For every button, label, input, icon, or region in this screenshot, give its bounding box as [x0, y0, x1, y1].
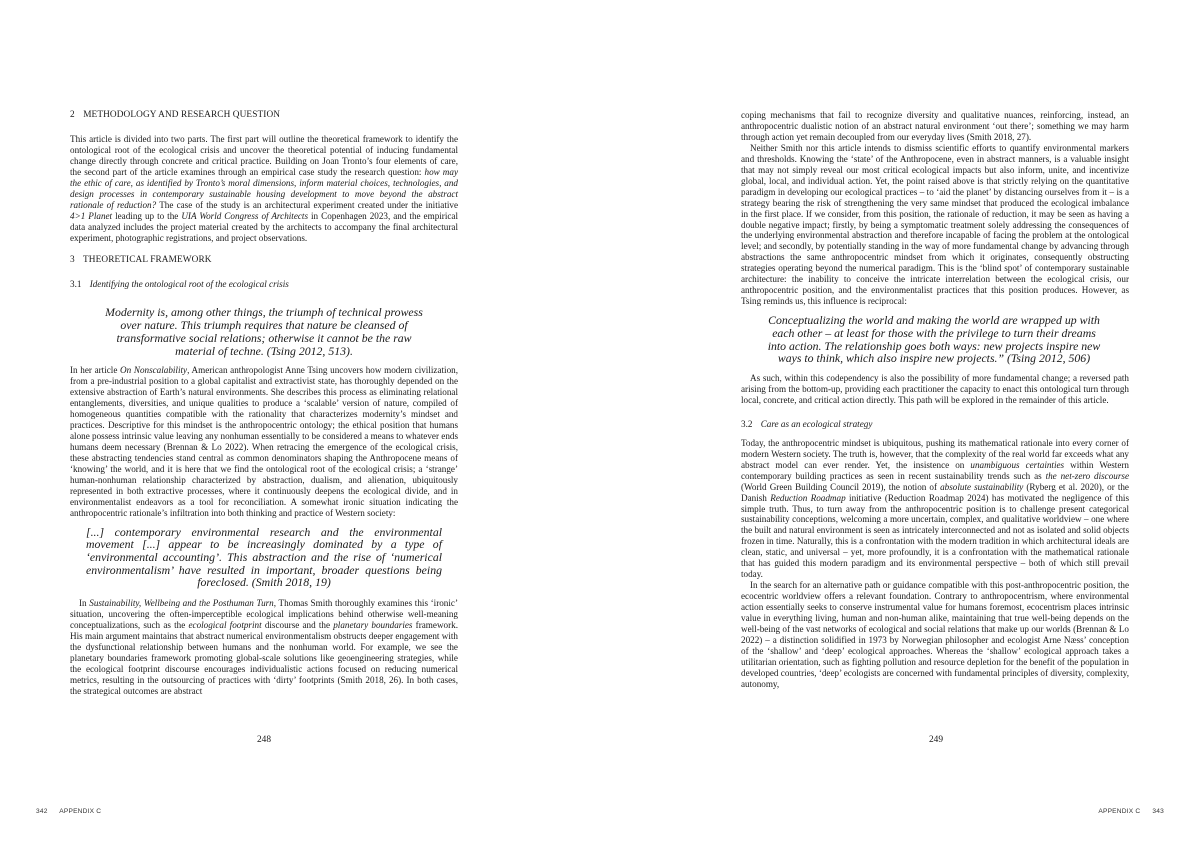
term-ecological-footprint: ecological footprint [188, 619, 262, 630]
footer-right [1098, 808, 1164, 815]
footer-label: APPENDIX C [1098, 808, 1141, 815]
footer-left [36, 808, 101, 815]
section-heading-2 [70, 110, 458, 121]
research-question: how may the ethic of care, as identified by Tronto’s moral dimensions, inform material choices, technologies, and design processes in contemporary sustainable housing development to move beyond the abstract rationale of reduction? [70, 166, 458, 210]
section-title: METHODOLOGY AND RESEARCH QUESTION [83, 110, 281, 120]
block-quote-smith: [...] contemporary environmental research and the environmental movement [...] appear to be increasingly dominated by a type of ‘environmental accounting’. This abstraction and the rise of ‘numerical environmentalism’ have resulted in important, broader questions being foreclosed. (Smith 2018, 19) [86, 524, 442, 590]
paragraph-smith: In Sustainability, Wellbeing and the Posthuman Turn, Thomas Smith thoroughly examines this ‘ironic’ situation, uncovering the often-imperceptible ecological implications behind otherwise well-meaning conceptualizations, such as the ecological footprint discourse and the planetary boundaries framework. His main argument maintains that abstract numerical environmentalism obstructs deeper engagement with the dysfunctional relationship between humans and the nonhuman world. For example, we see the planetary boundaries framework promoting global-scale solutions like geoengineering strategies, while the ecological footprint discourse encourages individualistic actions focused on reducing numerical metrics, resulting in the outsourcing of practices with ‘dirty’ footprints (Smith 2018, 26). In both cases, the strategical outcomes are abstract [70, 598, 458, 696]
subsection-heading-3-1 [70, 279, 458, 290]
initiative-name: 4>1 Planet [70, 210, 113, 221]
subsection-title: Identifying the ontological root of the ecological crisis [89, 279, 289, 290]
section-title: THEORETICAL FRAMEWORK [83, 255, 212, 266]
right-text-column [741, 110, 1129, 690]
section-number: 2 [70, 110, 75, 120]
paragraph-codependency: As such, within this codependency is also the possibility of more fundamental change; a reversed path arising from the bottom-up, providing each practitioner the capacity to enact this ontological turn through local, concrete, and critical action directly. This path will be explored in the remainder of this article. [741, 372, 1129, 405]
footer-number: 343 [1152, 808, 1164, 815]
left-text-column [70, 110, 458, 697]
paragraph-tsing: In her article On Nonscalability, American anthropologist Anne Tsing uncovers how modern civilization, from a pre-industrial position to a global capitalist and extractivist state, has thoroughly depended on the extensive abstraction of Earth’s natural environments. She describes this process as eliminating relational entanglements, diversities, and unique qualities to produce a ‘scalable’ version of nature, compiled of homogeneous quantities compatible with the rationality that characterizes modernity’s mindset and practices. Descriptive for this mindset is the anthropocentric ontology; the ethical position that humans alone possess intrinsic value leaving any nonhuman essentially to be considered a means to whatever ends humans deem necessary (Brennan & Lo 2022). When retracing the emergence of the ecological crisis, these abstracting tendencies stand central as common denominators shaping the Anthropocene means of ‘knowing’ the world, and it is here that we find the ontological root of the ecological crisis; a ‘strange’ human-nonhuman relationship characterized by abstraction, dualism, and alienation, ubiquitously represented in both extractive processes, where it continuously deepens the ecological divide, and in environmentalist endeavors as a tool for reconciliation. A somewhat ironic situation indicating the anthropocentric rationale’s infiltration into both thinking and practice of Western society: [70, 365, 458, 518]
paragraph-ecocentric: In the search for an alternative path or guidance compatible with this post-anthropocentric position, the ecocentric worldview offers a relevant foundation. Contrary to anthropocentrism, where environmental action essentially seeks to conserve instrumental value for humans foremost, ecocentrism places intrinsic value in everything living, human and non-human alike, maintaining that true well-being depends on the well-being of the vast networks of ecological and social relations that make up our worlds (Brennan & Lo 2022) – a distinction solidified in 1973 by Norwegian philosopher and ecologist Arne Næss’ conception of the ‘shallow’ and ‘deep’ ecological approaches. Whereas the ‘shallow’ ecological approach takes a utilitarian orientation, such as fighting pollution and resource depletion for the benefit of the population in developed countries, ‘deep’ ecologists are concerned with fundamental principles of diversity, complexity, autonomy, [741, 580, 1129, 689]
article-title: On Nonscalability [120, 365, 188, 376]
page-number: 249 [928, 735, 944, 745]
block-quote-tsing: Modernity is, among other things, the triumph of technical prowess over nature. This triumph requires that nature be cleansed of transformative social relations; otherwise it cannot be the raw material of techne. (Tsing 2012, 513). [105, 305, 423, 358]
term-unambiguous-certainties: unambiguous certainties [970, 459, 1065, 470]
footer-label: APPENDIX C [59, 808, 102, 815]
block-quote-tsing-2: Conceptualizing the world and making the world are wrapped up with each other – at least for those with the privilege to turn their dreams into action. The relationship goes both ways: new projects inspire new ways to think, which also inspire new projects.” (Tsing 2012, 506) [767, 313, 1101, 366]
term-reduction-roadmap: Reduction Roadmap [770, 492, 846, 503]
subsection-heading-3-2 [741, 419, 1129, 430]
right-page [600, 0, 1200, 849]
term-absolute-sustainability: absolute sustainability [940, 481, 1024, 492]
paragraph-neither-smith: Neither Smith nor this article intends to dismiss scientific efforts to quantify environmental markers and thresholds. Knowing the ‘state’ of the Anthropocene, even in abstract manners, is a valuable insight that may not simply reveal our most critical ecological impacts but also inform, unite, and incentivize global, local, and individual action. Yet, the point raised above is that strictly relying on the quantitative paradigm in developing our ecological practices – to ‘aid the planet’ by distancing ourselves from it – is a strategy bearing the risk of strengthening the very same mindset that produced the ecological imbalance in the first place. If we consider, from this position, the rationale of reduction, it may be seen as having a double negative impact; firstly, by being a symptomatic treatment solely addressing the consequences of the underlying environmental abstraction and therefore incapable of facing the problem at the ontological level; and secondly, by potentially standing in the way of more fundamental change by advancing through abstractions the same anthropocentric mindset from which it originates, consequently obstructing strategies operating beyond the numerical paradigm. This is the ‘blind spot’ of contemporary sustainable architecture: the inability to conceive the intricate interrelation between the ecological crisis, our anthropocentric position, and the environmentalist practices that this position produces. However, as Tsing reminds us, this influence is reciprocal: [741, 142, 1129, 307]
subsection-title: Care as an ecological strategy [760, 418, 873, 429]
section-number: 3 [70, 255, 75, 266]
term-net-zero: the net-zero discourse [1045, 470, 1130, 481]
page-number: 248 [256, 735, 272, 745]
paragraph-anthropocentric-mindset: Today, the anthropocentric mindset is ubiquitous, pushing its mathematical rationale into every corner of modern Western society. The truth is, however, that the complexity of the real world far exceeds what any abstract model can ever render. Yet, the insistence on unambiguous certainties within Western contemporary building practices as seen in recent sustainability trends such as the net-zero discourse (World Green Building Council 2019), the notion of absolute sustainability (Ryberg et al. 2020), or the Danish Reduction Roadmap initiative (Reduction Roadmap 2024) has motivated the negligence of this simple truth. Thus, to turn away from the anthropocentric position is to challenge present categorical sustainability conceptions, welcoming a more uncertain, complex, and qualitative worldview – one where the built and natural environment is seen as intricately interconnected and not as isolated and solid objects frozen in time. Naturally, this is a confrontation with the modern tradition in which architectural ideals are clean, static, and universal – yet, more profoundly, it is a confrontation with the mathematical rationale that has guided this modern paradigm and its environmental perspective – both of which still prevail today. [741, 437, 1130, 580]
footer-number: 342 [36, 808, 48, 815]
book-title: Sustainability, Wellbeing and the Posthuman Turn [89, 598, 274, 609]
congress-name: UIA World Congress of Architects [181, 210, 309, 221]
paragraph-methodology: This article is divided into two parts. The first part will outline the theoretical framework to identify the ontological root of the ecological crisis and uncover the theoretical potential of inducing fundamental change directly through concrete and critical practice. Building on Joan Tronto’s four elements of care, the second part of the article examines through an empirical case study the research question: how may the ethic of care, as identified by Tronto’s moral dimensions, inform material choices, technologies, and design processes in contemporary sustainable housing development to move beyond the abstract rationale of reduction? The case of the study is an architectural experiment created under the initiative 4>1 Planet leading up to the UIA World Congress of Architects in Copenhagen 2023, and the empirical data analyzed includes the project material created by the architects to accompany the final architectural experiment, photographic registrations, and project observations. [70, 133, 459, 243]
section-heading-3 [70, 255, 458, 266]
paragraph-coping: coping mechanisms that fail to recognize diversity and qualitative nuances, reinforcing, instead, an anthropocentric dualistic notion of an abstract natural environment ‘out there’; something we may harm through action yet remain decoupled from our everyday lives (Smith 2018, 27). [741, 110, 1129, 142]
subsection-number: 3.1 [70, 279, 82, 290]
subsection-number: 3.2 [741, 418, 753, 429]
term-planetary-boundaries: planetary boundaries [333, 619, 413, 630]
